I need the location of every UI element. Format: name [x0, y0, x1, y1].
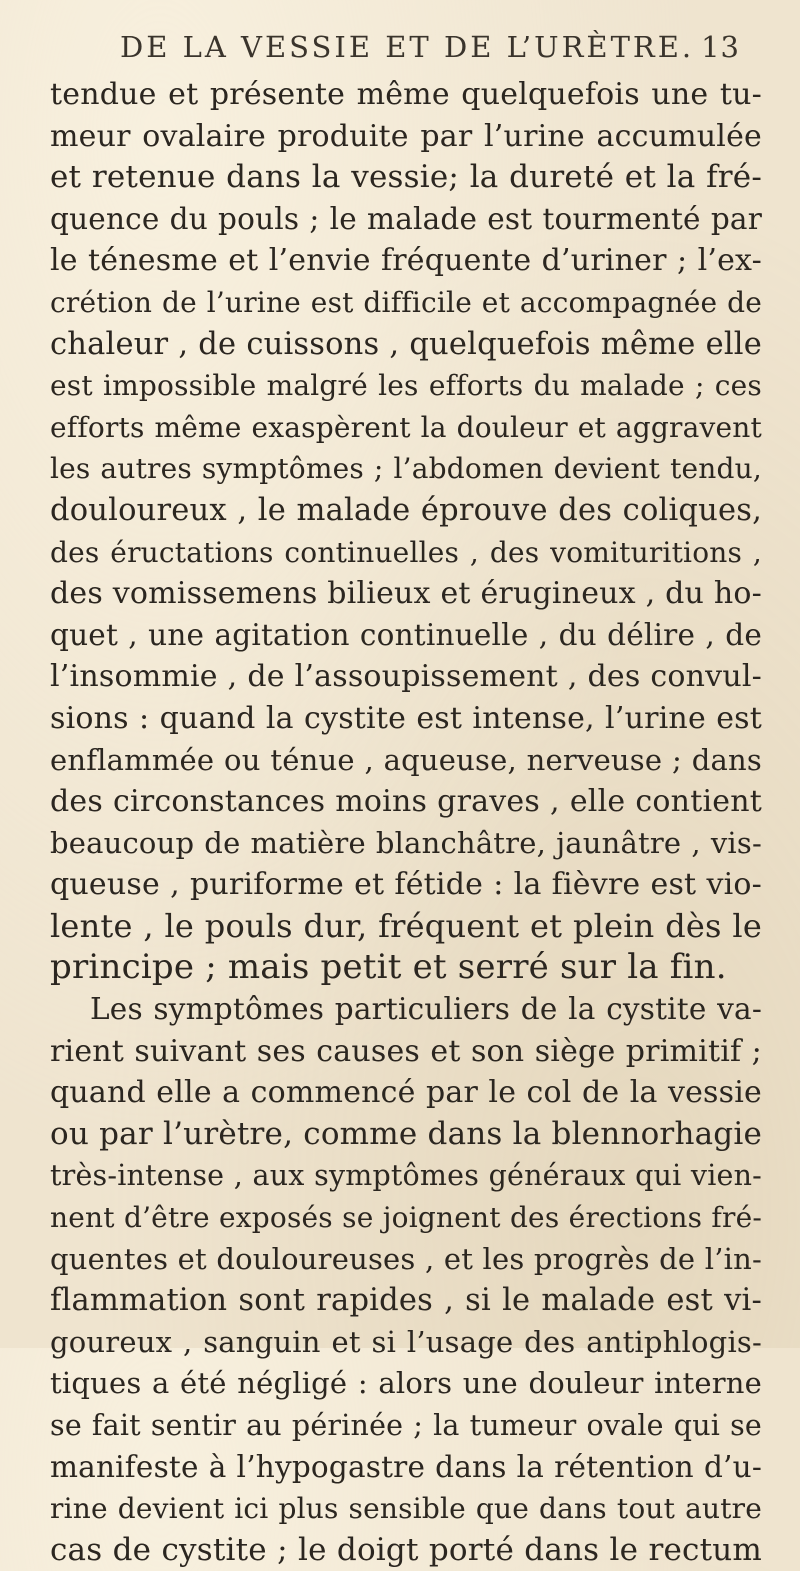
text-line: le ténesme et l’envie fréquente d’uriner ; l’ex-	[50, 243, 762, 279]
text-line: quet , une agitation continuelle , du délire , de	[50, 617, 762, 652]
text-line: rient suivant ses causes et son siège primitif ;	[50, 1033, 762, 1069]
text-line: enflammée ou ténue , aqueuse, nerveuse ; dans	[50, 742, 762, 777]
running-head	[120, 30, 740, 70]
text-line: quand elle a commencé par le col de la vessie	[50, 1075, 762, 1111]
text-line: goureux , sanguin et si l’usage des antiphlogis-	[50, 1324, 762, 1359]
text-line: flammation sont rapides , si le malade est vi-	[50, 1283, 762, 1319]
text-line: est impossible malgré les efforts du malade ; ces	[50, 369, 762, 403]
paragraph-start-line: Les symptômes particuliers de la cystite va-	[90, 992, 762, 1027]
text-line: douloureux , le malade éprouve des coliques,	[50, 492, 762, 528]
text-line: des vomissemens bilieux et érugineux , du ho-	[50, 576, 762, 612]
text-line: queuse , puriforme et fétide : la fièvre est vio-	[50, 867, 762, 903]
text-line: manifeste à l’hypogastre dans la rétention d’u-	[50, 1449, 762, 1484]
text-line: chaleur , de cuissons , quelquefois même elle	[50, 326, 762, 362]
text-line: quentes et douloureuses , et les progrès de l’in-	[50, 1241, 762, 1276]
text-line: ou par l’urètre, comme dans la blennorhagie	[50, 1115, 762, 1152]
running-head-title: DE LA VESSIE ET DE L’URÈTRE.	[120, 30, 695, 64]
body-text	[50, 74, 762, 1571]
text-line: quence du pouls ; le malade est tourmenté par	[50, 201, 762, 236]
page-number: 13	[701, 30, 740, 64]
text-line: très-intense , aux symptômes généraux qui vien-	[50, 1159, 762, 1193]
text-line: crétion de l’urine est difficile et accompagnée de	[50, 285, 762, 319]
text-line: se fait sentir au périnée ; la tumeur ovale qui se	[50, 1409, 762, 1442]
text-line: tiques a été négligé : alors une douleur interne	[50, 1366, 762, 1401]
text-line: des éructations continuelles , des vomituritions ,	[50, 535, 762, 569]
text-line: cas de cystite ; le doigt porté dans le rectum	[50, 1531, 762, 1568]
text-line: principe ; mais petit et serré sur la fin.	[50, 947, 727, 988]
text-line: rine devient ici plus sensible que dans tout autre	[50, 1492, 762, 1526]
text-line: des circonstances moins graves , elle contient	[50, 784, 762, 820]
text-line: lente , le pouls dur, fréquent et plein dès le	[50, 906, 762, 945]
text-line: les autres symptômes ; l’abdomen devient tendu,	[50, 452, 762, 486]
text-line: sions : quand la cystite est intense, l’urine est	[50, 700, 762, 736]
text-line: beaucoup de matière blanchâtre, jaunâtre , vis-	[50, 825, 762, 860]
text-line: meur ovalaire produite par l’urine accumulée	[50, 118, 762, 154]
text-line: nent d’être exposés se joignent des érections fré-	[50, 1201, 762, 1235]
text-line: et retenue dans la vessie; la dureté et la fré-	[50, 159, 762, 196]
text-line: tendue et présente même quelquefois une tu-	[50, 77, 762, 112]
text-line: efforts même exaspèrent la douleur et aggravent	[50, 410, 762, 444]
text-line: l’insommie , de l’assoupissement , des convul-	[50, 659, 762, 695]
